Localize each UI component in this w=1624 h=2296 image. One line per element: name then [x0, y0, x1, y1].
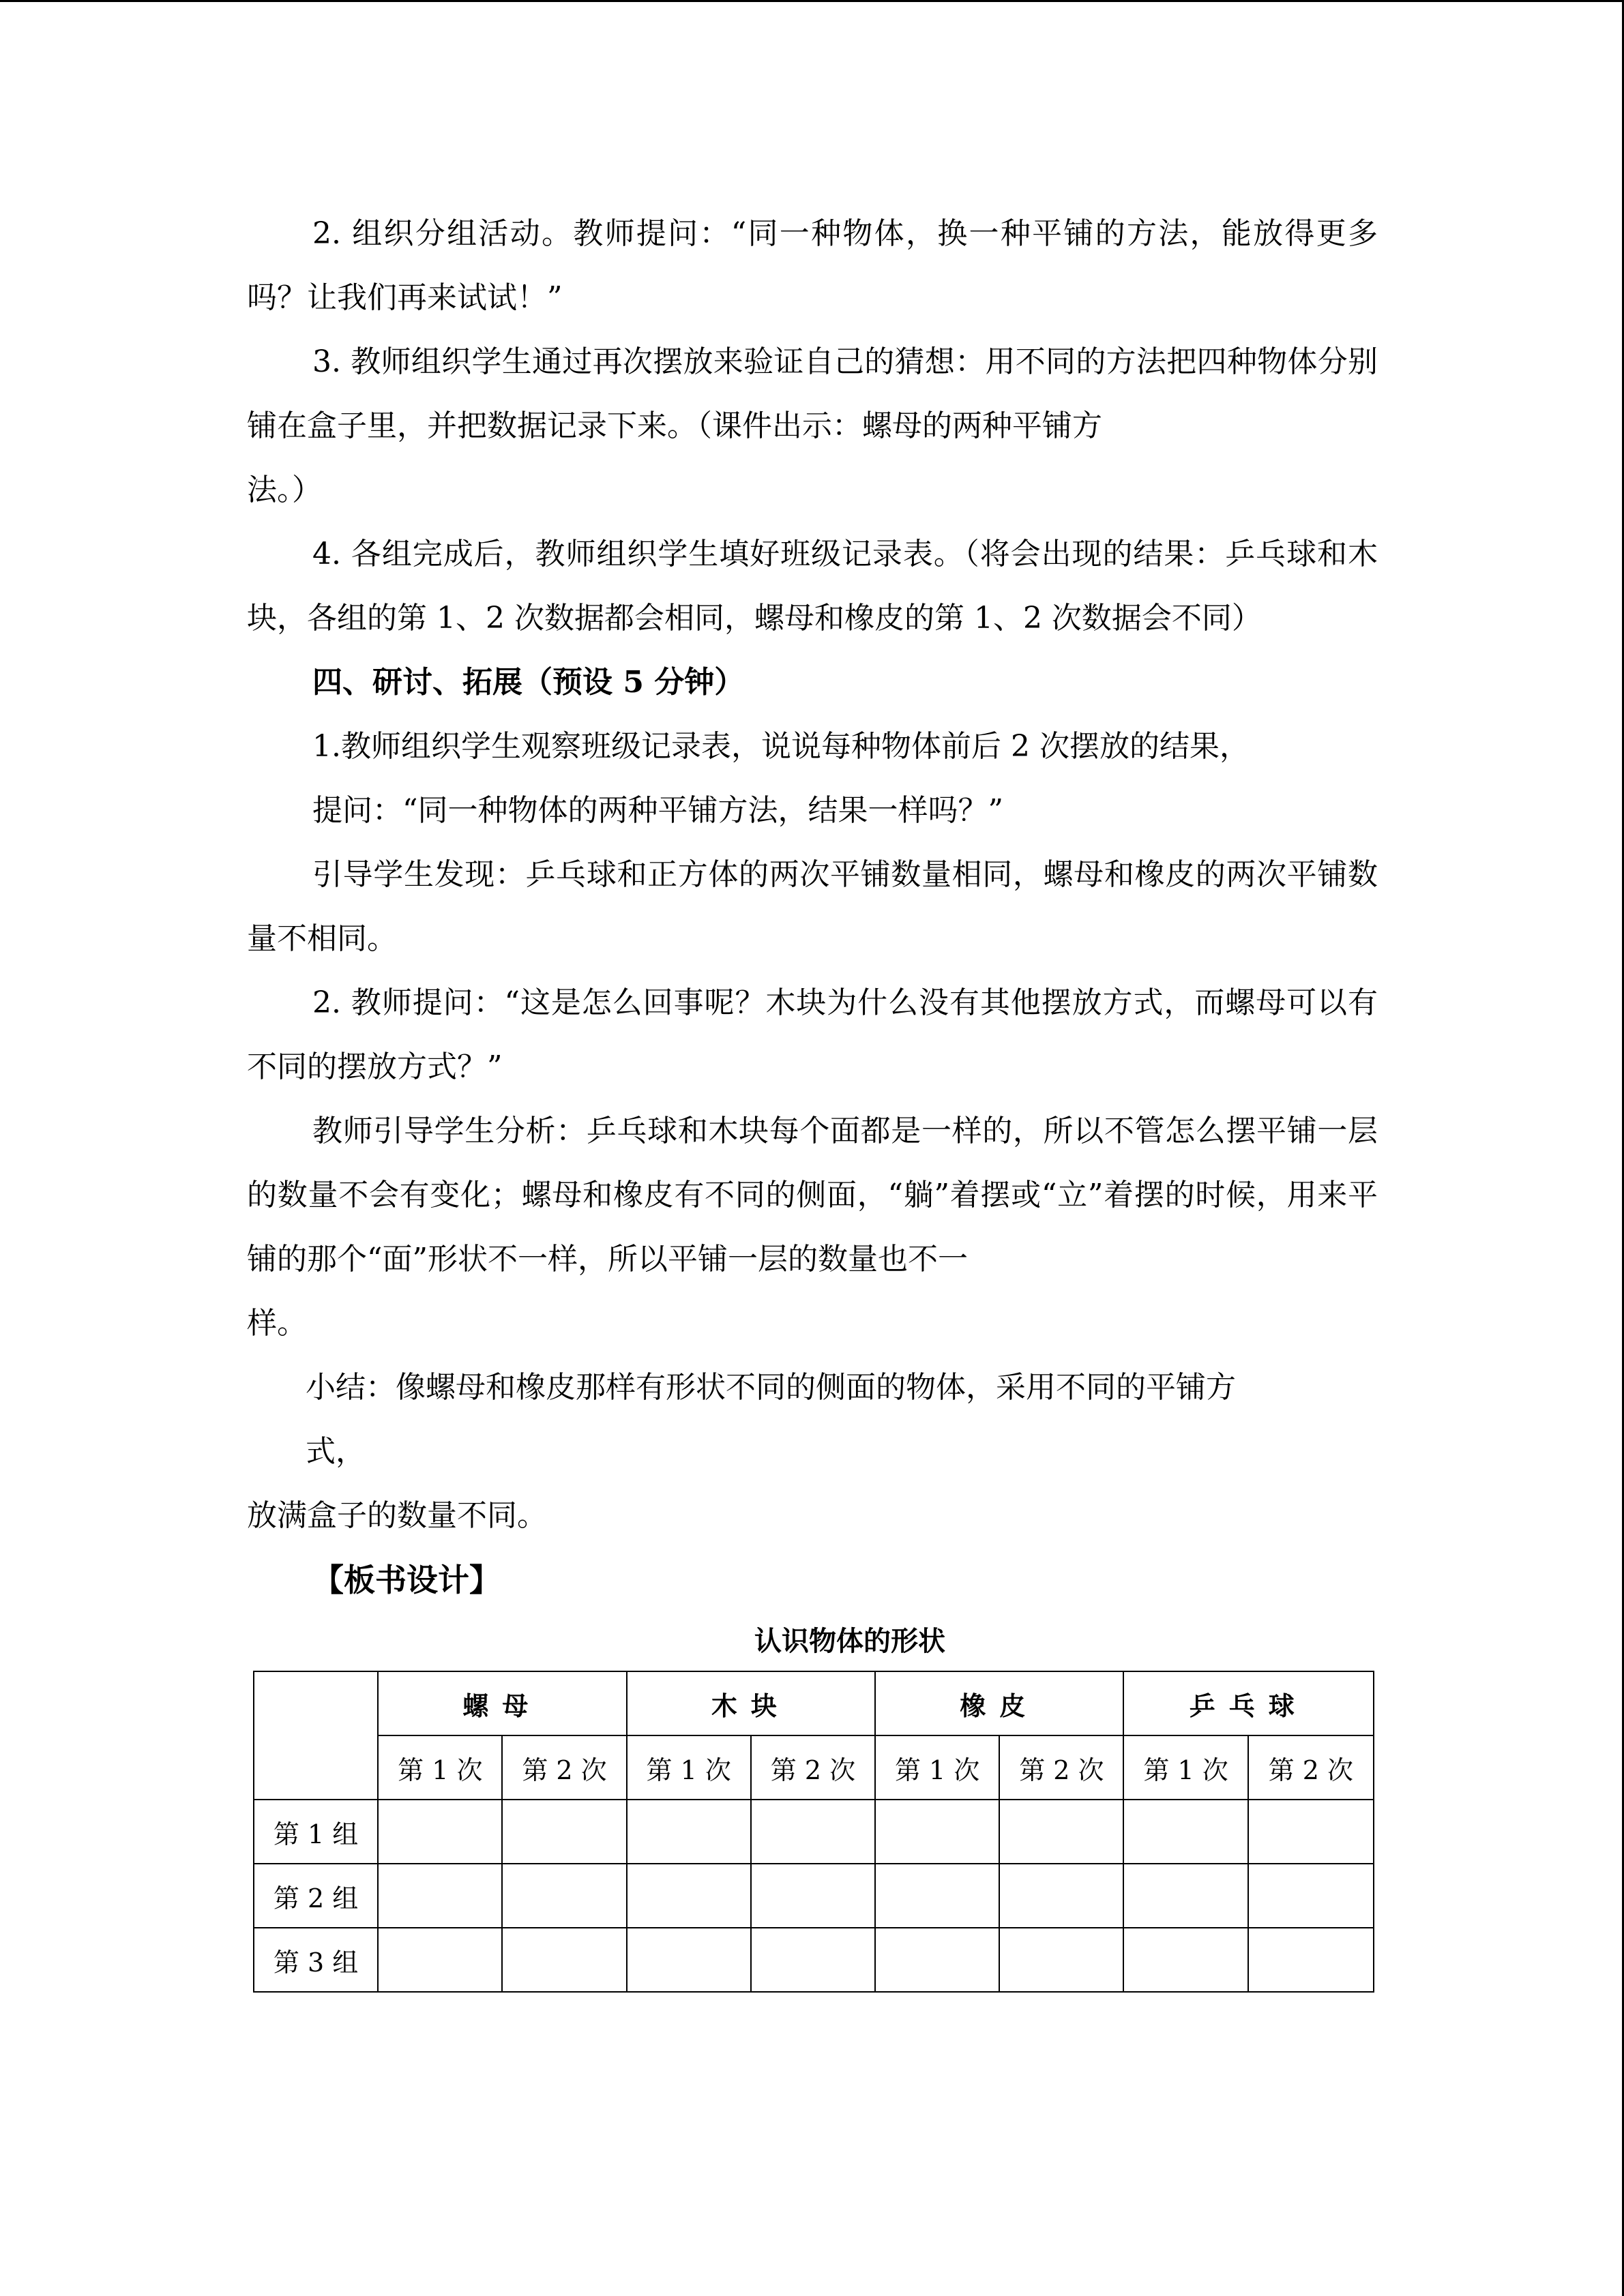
table-subheader-row: [254, 1735, 1374, 1800]
page-top-border: [0, 0, 1624, 2]
data-cell: [502, 1800, 626, 1864]
data-cell: [1248, 1864, 1374, 1928]
paragraph-guide-discover: 引导学生发现：乒乓球和正方体的两次平铺数量相同，螺母和橡皮的两次平铺数量不相同。: [247, 857, 1378, 956]
data-cell: [875, 1864, 999, 1928]
subheader-cell: 第 1 次: [1123, 1735, 1247, 1800]
table-row: [254, 1928, 1374, 1992]
data-cell: [378, 1864, 502, 1928]
paragraph-verify-guess-end: 法。）: [247, 473, 322, 507]
data-cell: [999, 1800, 1123, 1864]
subheader-cell: 第 2 次: [502, 1735, 626, 1800]
data-cell: [751, 1864, 875, 1928]
data-cell: [1248, 1800, 1374, 1864]
table-corner-cell: [254, 1671, 378, 1800]
paragraph-organize-groups: 2. 组织分组活动。教师提问：“同一种物体，换一种平铺的方法，能放得更多吗？让我们再来试试！”: [247, 216, 1378, 315]
data-cell: [378, 1928, 502, 1992]
data-cell: [502, 1864, 626, 1928]
paragraph-summary: 小结：像螺母和橡皮那样有形状不同的侧面的物体，采用不同的平铺方: [306, 1370, 1236, 1405]
paragraph-verify-guess: 3. 教师组织学生通过再次摆放来验证自己的猜想：用不同的方法把四种物体分别铺在盒子里，并把数据记录下来。（课件出示：螺母的两种平铺方: [247, 344, 1378, 443]
paragraph-teacher-ask: 2. 教师提问：“这是怎么回事呢？木块为什么没有其他摆放方式，而螺母可以有不同的摆放方式？”: [247, 985, 1378, 1084]
table-row: [254, 1800, 1374, 1864]
board-design-heading: 【板书设计】: [312, 1562, 501, 1598]
paragraph-analysis-end: 样。: [247, 1306, 307, 1341]
paragraph-question: 提问：“同一种物体的两种平铺方法，结果一样吗？”: [312, 793, 1003, 828]
paragraph-summary-end: 放满盒子的数量不同。: [247, 1498, 547, 1533]
header-wood-block: 木块: [627, 1671, 875, 1735]
subheader-cell: 第 2 次: [999, 1735, 1123, 1800]
data-cell: [502, 1928, 626, 1992]
data-cell: [751, 1800, 875, 1864]
subheader-cell: 第 2 次: [751, 1735, 875, 1800]
subheader-cell: 第 2 次: [1248, 1735, 1374, 1800]
row-label: 第 1 组: [254, 1800, 378, 1864]
paragraph-observe-record: 1.教师组织学生观察班级记录表，说说每种物体前后 2 次摆放的结果，: [312, 729, 1250, 764]
data-cell: [627, 1928, 751, 1992]
data-cell: [1248, 1928, 1374, 1992]
data-cell: [999, 1928, 1123, 1992]
header-ping-pong: 乒乓球: [1123, 1671, 1374, 1735]
data-cell: [627, 1800, 751, 1864]
table-row: [254, 1864, 1374, 1928]
section-heading-discuss: 四、研讨、拓展（预设 5 分钟）: [312, 665, 745, 700]
paragraph-fill-record: 4. 各组完成后，教师组织学生填好班级记录表。（将会出现的结果：乒乓球和木块，各组的第 1、2 次数据都会相同，螺母和橡皮的第 1、2 次数据会不同）: [247, 537, 1378, 636]
table-title: 认识物体的形状: [754, 1625, 945, 1657]
data-cell: [1123, 1800, 1247, 1864]
data-cell: [875, 1800, 999, 1864]
paragraph-summary-cont: 式，: [306, 1434, 366, 1469]
document-body: [247, 202, 1378, 1993]
data-cell: [378, 1800, 502, 1864]
row-label: 第 2 组: [254, 1864, 378, 1928]
class-record-table: [253, 1671, 1374, 1993]
subheader-cell: 第 1 次: [627, 1735, 751, 1800]
row-label: 第 3 组: [254, 1928, 378, 1992]
table-header-row: [254, 1671, 1374, 1735]
paragraph-analysis: 教师引导学生分析：乒乓球和木块每个面都是一样的，所以不管怎么摆平铺一层的数量不会有变化；螺母和橡皮有不同的侧面，“躺”着摆或“立”着摆的时候，用来平铺的那个“面”形状不一样，所以平铺一层的数量也不一: [247, 1114, 1378, 1277]
header-eraser: 橡皮: [875, 1671, 1123, 1735]
data-cell: [875, 1928, 999, 1992]
data-cell: [751, 1928, 875, 1992]
data-cell: [1123, 1928, 1247, 1992]
subheader-cell: 第 1 次: [875, 1735, 999, 1800]
data-cell: [999, 1864, 1123, 1928]
data-cell: [1123, 1864, 1247, 1928]
header-nut: 螺母: [378, 1671, 626, 1735]
subheader-cell: 第 1 次: [378, 1735, 502, 1800]
data-cell: [627, 1864, 751, 1928]
